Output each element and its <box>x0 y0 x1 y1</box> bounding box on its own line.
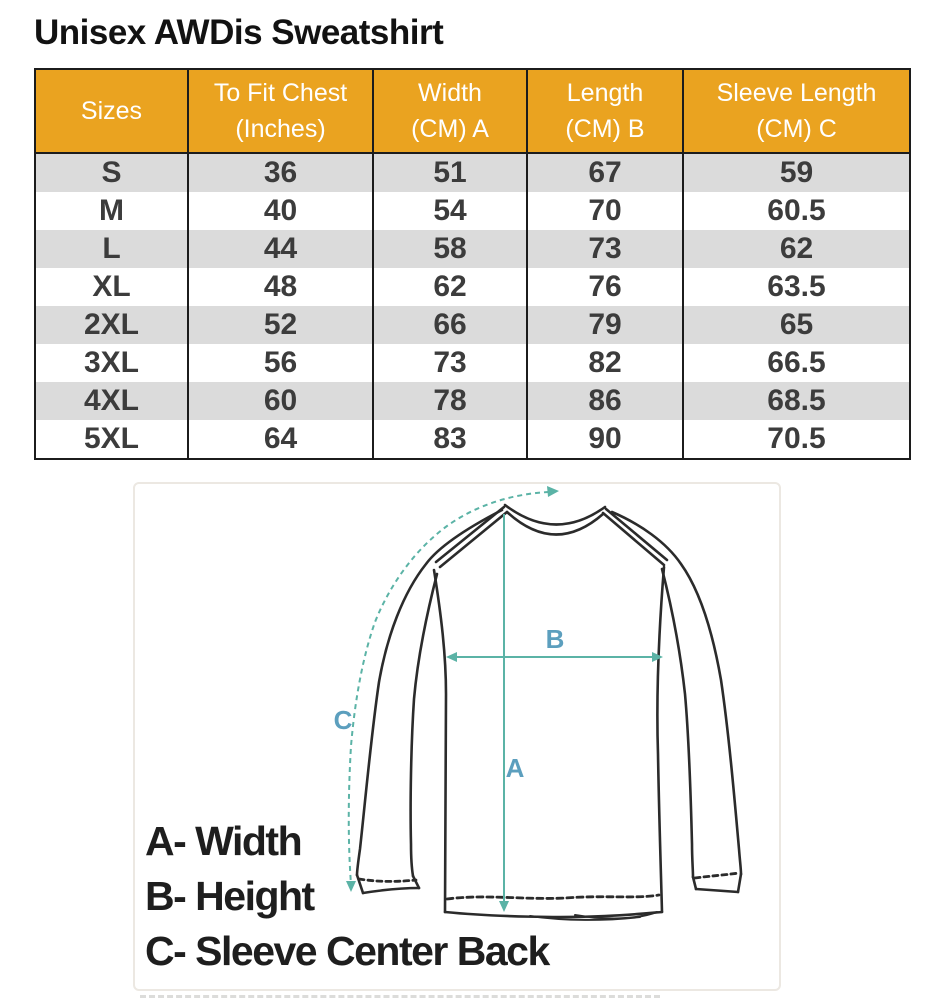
sleeve-cell: 65 <box>683 306 910 344</box>
width-cell: 66 <box>373 306 527 344</box>
header-width <box>373 69 527 153</box>
width-cell: 54 <box>373 192 527 230</box>
size-cell: 4XL <box>83 384 140 417</box>
header-line: Length <box>566 79 644 107</box>
chest-cell: 52 <box>188 306 373 344</box>
chest-cell: 40 <box>188 192 373 230</box>
size-table-header <box>35 69 910 153</box>
chest-cell: 48 <box>188 268 373 306</box>
length-cell: 73 <box>527 230 683 268</box>
sleeve-cell: 68.5 <box>683 382 910 420</box>
sleeve-cell: 62 <box>683 230 910 268</box>
legend-line-b: B- Height <box>145 873 314 919</box>
length-cell: 79 <box>527 306 683 344</box>
size-cell: XL <box>92 270 131 303</box>
chest-cell: 56 <box>188 344 373 382</box>
sleeve-cell: 63.5 <box>683 268 910 306</box>
size-cell: M <box>99 194 124 227</box>
width-cell: 58 <box>373 230 527 268</box>
header-chest <box>188 69 373 153</box>
arrow-c-top <box>547 486 559 497</box>
size-cell: S <box>101 156 122 189</box>
header-line: Sizes <box>80 97 143 125</box>
table-row <box>35 268 910 306</box>
table-row <box>35 420 910 459</box>
header-line: (CM) B <box>565 115 645 143</box>
label-b: B <box>545 624 565 654</box>
sleeve-cell: 60.5 <box>683 192 910 230</box>
right-cuff-stitch <box>695 873 739 878</box>
length-cell: 70 <box>527 192 683 230</box>
sleeve-cell: 70.5 <box>683 420 910 459</box>
size-cell: 5XL <box>83 422 140 455</box>
width-cell: 78 <box>373 382 527 420</box>
width-cell: 51 <box>373 153 527 192</box>
sleeve-cell: 59 <box>683 153 910 192</box>
header-line: Sleeve Length <box>716 79 877 107</box>
measurement-diagram <box>133 482 781 991</box>
length-cell: 82 <box>527 344 683 382</box>
right-sleeve-inner <box>662 569 693 877</box>
size-chart-table <box>34 68 911 460</box>
chest-cell: 36 <box>188 153 373 192</box>
table-row <box>35 230 910 268</box>
diagram-legend <box>145 814 549 979</box>
label-c: C <box>333 705 353 735</box>
chest-cell: 60 <box>188 382 373 420</box>
size-cell: L <box>102 232 121 265</box>
header-line: (CM) A <box>411 115 489 143</box>
table-row <box>35 306 910 344</box>
length-cell: 76 <box>527 268 683 306</box>
width-cell: 62 <box>373 268 527 306</box>
header-line: To Fit Chest <box>213 79 348 107</box>
length-cell: 67 <box>527 153 683 192</box>
header-line: Width <box>418 79 482 107</box>
header-line: (Inches) <box>235 115 326 143</box>
width-cell: 73 <box>373 344 527 382</box>
size-table-body <box>35 153 910 459</box>
size-cell: 2XL <box>83 308 140 341</box>
right-sleeve-outer <box>612 512 741 874</box>
sleeve-cell: 66.5 <box>683 344 910 382</box>
table-row <box>35 153 910 192</box>
page-title: Unisex AWDis Sweatshirt <box>34 13 444 52</box>
size-cell: 3XL <box>83 346 140 379</box>
header-length <box>527 69 683 153</box>
chest-cell: 64 <box>188 420 373 459</box>
table-row <box>35 344 910 382</box>
table-row <box>35 382 910 420</box>
arrow-b-left <box>446 652 457 662</box>
body-right-edge <box>657 567 664 912</box>
length-cell: 90 <box>527 420 683 459</box>
right-cuff-bottom <box>696 889 738 892</box>
label-a: A <box>505 753 525 783</box>
right-cuff-edge <box>738 874 741 892</box>
header-line: (CM) C <box>756 115 837 143</box>
legend-line-a: A- Width <box>145 818 302 864</box>
legend-line-c: C- Sleeve Center Back <box>145 928 549 974</box>
table-row <box>35 192 910 230</box>
header-row <box>35 69 910 153</box>
chest-cell: 44 <box>188 230 373 268</box>
header-sleeve-length <box>683 69 910 153</box>
length-cell: 86 <box>527 382 683 420</box>
right-raglan-seam <box>603 513 664 565</box>
artifact-dashed-line <box>140 995 660 998</box>
width-cell: 83 <box>373 420 527 459</box>
right-raglan-seam <box>606 509 667 560</box>
left-raglan-seam <box>440 512 507 567</box>
header-sizes <box>35 69 188 153</box>
